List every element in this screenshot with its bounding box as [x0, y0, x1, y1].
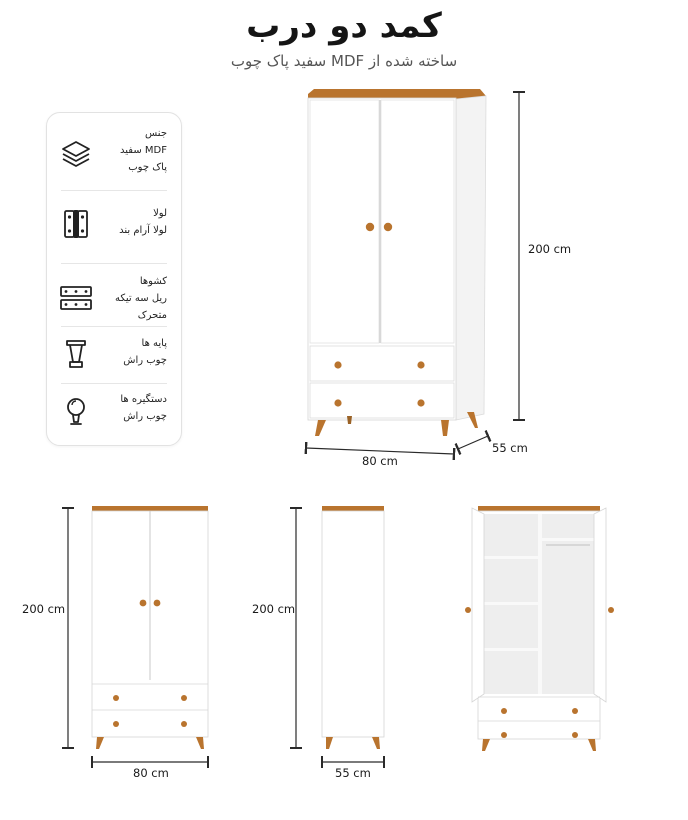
spec-drawers-line: متحرک: [137, 310, 167, 321]
page-title: کمد دو درب: [246, 6, 442, 46]
spec-drawers-line: ریل سه تیکه: [115, 293, 167, 304]
spec-hinge-line: لولا آرام بند: [119, 225, 167, 236]
side-view: [296, 506, 384, 762]
main-depth-label: 55 cm: [492, 441, 528, 455]
main-width-label: 80 cm: [362, 454, 398, 468]
spec-material-title: جنس: [145, 128, 167, 139]
front-height-label: 200 cm: [22, 602, 66, 616]
spec-drawers-title: کشوها: [139, 276, 167, 287]
side-depth-label: 55 cm: [335, 766, 371, 780]
spec-material-line: MDF سفید: [120, 145, 167, 156]
side-height-label: 200 cm: [252, 602, 296, 616]
spec-knobs-title: دستگیره ها: [120, 394, 167, 405]
spec-legs-title: پایه ها: [141, 338, 167, 349]
spec-material-line: پاک چوب: [128, 162, 167, 173]
page-subtitle: ساخته شده از MDF سفید پاک چوب: [230, 52, 458, 70]
main-wardrobe-view: [306, 89, 519, 454]
open-view: [465, 506, 614, 751]
front-view: [68, 506, 208, 762]
main-height-label: 200 cm: [528, 242, 572, 256]
spec-legs-line: چوب راش: [123, 355, 167, 366]
front-width-label: 80 cm: [133, 766, 169, 780]
spec-knobs-line: چوب راش: [123, 411, 167, 422]
spec-hinge-title: لولا: [153, 208, 167, 219]
